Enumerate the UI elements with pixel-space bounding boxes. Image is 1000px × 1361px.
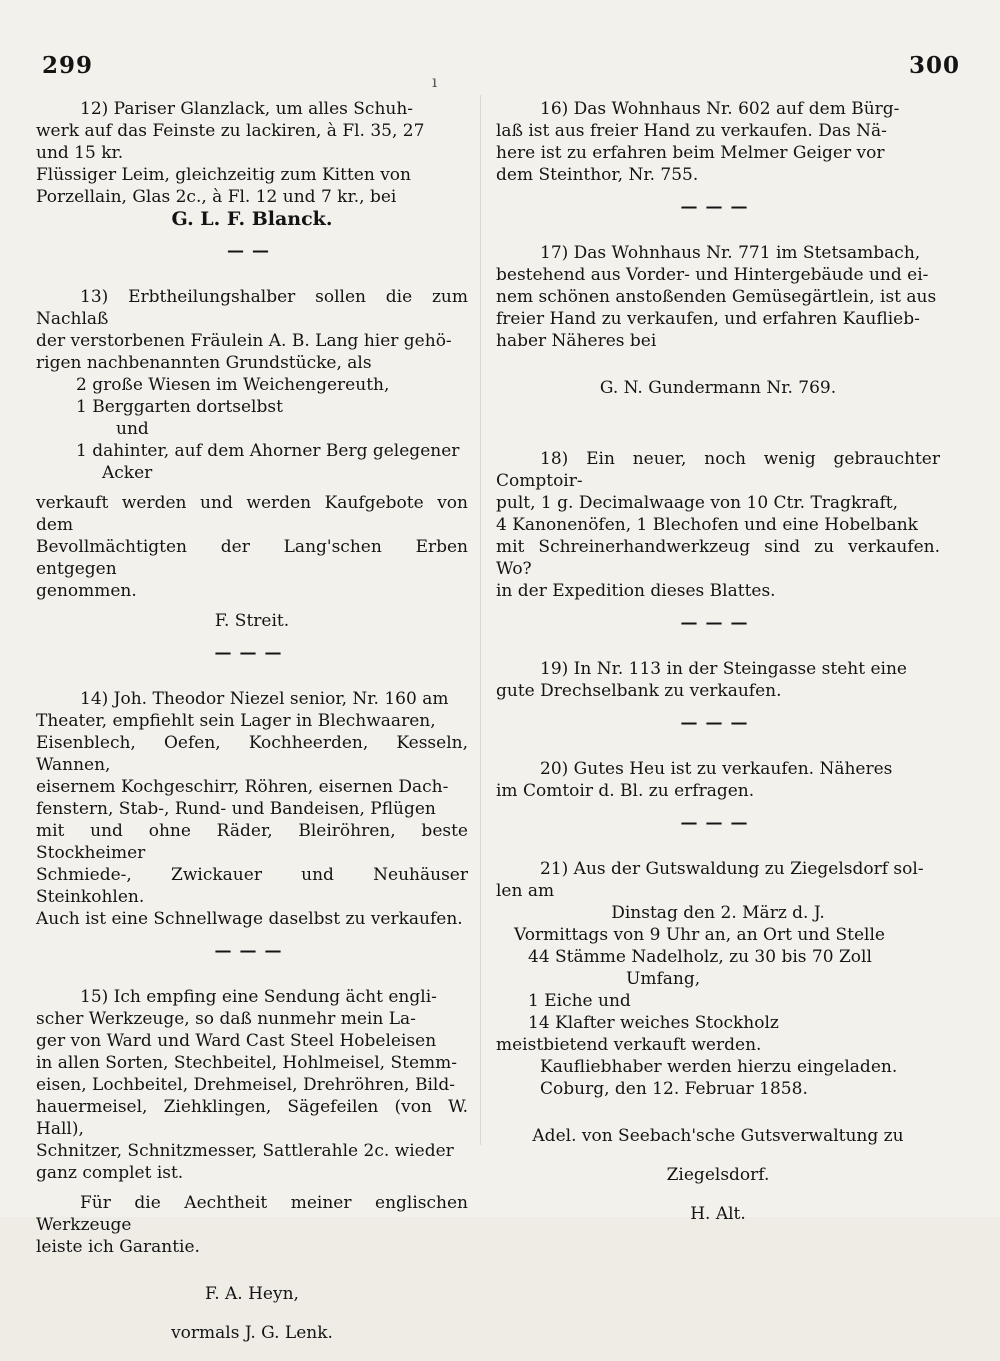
ad-17-line: freier Hand zu verkaufen, und erfahren Kauflieb- <box>496 309 920 329</box>
ad-15-line: ger von Ward und Ward Cast Steel Hobeleisen <box>36 1031 437 1051</box>
ad-21-signature: Ziegelsdorf. <box>666 1165 770 1185</box>
column-divider <box>480 95 481 1145</box>
ad-14-line: 14) Joh. Theodor Niezel senior, Nr. 160 am <box>80 689 449 709</box>
ad-13 <box>36 286 468 664</box>
separator: ——— <box>680 813 756 833</box>
ad-14 <box>36 688 468 962</box>
ad-21-signature: Adel. von Seebach'sche Gutsverwaltung zu <box>532 1126 904 1146</box>
ad-12-line: Porzellain, Glas 2c., à Fl. 12 und 7 kr., bei <box>36 187 397 207</box>
right-column <box>496 98 940 1242</box>
ad-18-line: mit Schreinerhandwerkzeug sind zu verkaufen. Wo? <box>496 537 940 579</box>
ad-13-item: und <box>116 419 149 439</box>
ad-13-line: rigen nachbenannten Grundstücke, als <box>36 353 372 373</box>
ad-13-line: der verstorbenen Fräulein A. B. Lang hier gehö- <box>36 331 452 351</box>
page-number-left: 299 <box>42 52 94 79</box>
ad-17-line: nem schönen anstoßenden Gemüsegärtlein, ist aus <box>496 287 937 307</box>
ad-12-line: Flüssiger Leim, gleichzeitig zum Kitten von <box>36 165 411 185</box>
ad-21-time: Vormittags von 9 Uhr an, an Ort und Stelle <box>514 925 885 945</box>
ad-16 <box>496 98 940 218</box>
ad-16-line: here ist zu erfahren beim Melmer Geiger vor <box>496 143 885 163</box>
ad-15-signature: vormals J. G. Lenk. <box>171 1323 333 1343</box>
ad-15-line: hauermeisel, Ziehklingen, Sägefeilen (von W. Hall), <box>36 1097 468 1139</box>
ad-21-line: 21) Aus der Gutswaldung zu Ziegelsdorf sol- <box>540 859 924 879</box>
separator: ——— <box>214 643 290 663</box>
ad-15-signature: F. A. Heyn, <box>205 1284 299 1304</box>
separator: ——— <box>680 713 756 733</box>
ad-21-line: len am <box>496 881 555 901</box>
ad-13-signature: F. Streit. <box>214 611 290 631</box>
spacer <box>36 484 468 492</box>
ad-20 <box>496 758 940 834</box>
ad-14-line: Auch ist eine Schnellwage daselbst zu verkaufen. <box>36 909 463 929</box>
ad-12 <box>36 98 468 262</box>
ad-21-signature: H. Alt. <box>690 1204 746 1224</box>
ad-15 <box>36 986 468 1344</box>
separator: —— <box>227 241 277 261</box>
ad-17 <box>496 242 940 448</box>
ad-17-line: bestehend aus Vorder- und Hintergebäude und ei- <box>496 265 929 285</box>
ad-15-guarantee: Für die Aechtheit meiner englischen Werkzeuge <box>36 1193 468 1235</box>
spacer <box>36 1258 468 1266</box>
ad-18-line: in der Expedition dieses Blattes. <box>496 581 776 601</box>
ad-12-line: werk auf das Feinste zu lackiren, à Fl. 35, 27 <box>36 121 425 141</box>
ad-13-item: 1 dahinter, auf dem Ahorner Berg gelegener Acker <box>76 441 460 483</box>
ad-15-line: 15) Ich empfing eine Sendung ächt engli- <box>80 987 437 1007</box>
ad-17-line: 17) Das Wohnhaus Nr. 771 im Stetsambach, <box>540 243 921 263</box>
ad-15-line: scher Werkzeuge, so daß nunmehr mein La- <box>36 1009 416 1029</box>
spacer <box>496 432 940 448</box>
ad-18 <box>496 448 940 634</box>
ad-13-item: 1 Berggarten dortselbst <box>76 397 283 417</box>
ad-18-line: 18) Ein neuer, noch wenig gebrauchter Comptoir- <box>496 449 940 491</box>
spacer <box>496 352 940 360</box>
ad-15-line: Schnitzer, Schnitzmesser, Sattlerahle 2c. wieder <box>36 1141 454 1161</box>
ad-14-line: Schmiede-, Zwickauer und Neuhäuser Steinkohlen. <box>36 865 468 907</box>
spacer <box>36 1184 468 1192</box>
ad-12-signature: G. L. F. Blanck. <box>171 208 333 230</box>
ad-21-item: 1 Eiche und <box>528 991 631 1011</box>
ad-14-line: eisernem Kochgeschirr, Röhren, eisernen Dach- <box>36 777 449 797</box>
ad-21-date: Dinstag den 2. März d. J. <box>611 903 825 923</box>
ad-17-line: haber Näheres bei <box>496 331 657 351</box>
ad-16-line: dem Steinthor, Nr. 755. <box>496 165 699 185</box>
ad-21-item: 14 Klafter weiches Stockholz <box>528 1013 779 1033</box>
ad-13-item: 2 große Wiesen im Weichengereuth, <box>76 375 390 395</box>
ad-14-line: Theater, empfiehlt sein Lager in Blechwaaren, <box>36 711 436 731</box>
ad-16-line: 16) Das Wohnhaus Nr. 602 auf dem Bürg- <box>540 99 900 119</box>
ad-15-line: in allen Sorten, Stechbeitel, Hohlmeisel, Stemm- <box>36 1053 458 1073</box>
center-mark: ı <box>432 72 438 91</box>
ad-16-line: laß ist aus freier Hand zu verkaufen. Das Nä- <box>496 121 887 141</box>
ad-21-item: Umfang, <box>626 969 701 989</box>
ad-18-line: 4 Kanonenöfen, 1 Blechofen und eine Hobelbank <box>496 515 918 535</box>
separator: ——— <box>680 197 756 217</box>
ad-13-line: Bevollmächtigten der Lang'schen Erben entgegen <box>36 537 468 579</box>
ad-19 <box>496 658 940 734</box>
ad-14-line: Eisenblech, Oefen, Kochheerden, Kesseln, Wannen, <box>36 733 468 775</box>
separator: ——— <box>680 613 756 633</box>
ad-17-signature: G. N. Gundermann Nr. 769. <box>599 378 837 398</box>
ad-21-item: 44 Stämme Nadelholz, zu 30 bis 70 Zoll <box>528 947 872 967</box>
ad-21 <box>496 858 940 1225</box>
ad-12-line: 12) Pariser Glanzlack, um alles Schuh- <box>80 99 414 119</box>
ad-21-line: Coburg, den 12. Februar 1858. <box>540 1079 808 1099</box>
ad-20-line: im Comtoir d. Bl. zu erfragen. <box>496 781 755 801</box>
ad-19-line: gute Drechselbank zu verkaufen. <box>496 681 782 701</box>
spacer <box>496 416 940 432</box>
ad-13-line: verkauft werden und werden Kaufgebote von dem <box>36 493 468 535</box>
ad-18-line: pult, 1 g. Decimalwaage von 10 Ctr. Tragkraft, <box>496 493 899 513</box>
ad-12-line: und 15 kr. <box>36 143 124 163</box>
ad-13-line: 13) Erbtheilungshalber sollen die zum Nachlaß <box>36 287 468 329</box>
ad-19-line: 19) In Nr. 113 in der Steingasse steht eine <box>540 659 907 679</box>
ad-20-line: 20) Gutes Heu ist zu verkaufen. Näheres <box>540 759 893 779</box>
ad-14-line: mit und ohne Räder, Bleiröhren, beste Stockheimer <box>36 821 468 863</box>
ad-14-line: fenstern, Stab-, Rund- und Bandeisen, Pflügen <box>36 799 436 819</box>
ad-21-line: Kaufliebhaber werden hierzu eingeladen. <box>540 1057 898 1077</box>
spacer <box>36 602 468 610</box>
page-number-right: 300 <box>908 52 960 79</box>
separator: ——— <box>214 941 290 961</box>
ad-15-line: eisen, Lochbeitel, Drehmeisel, Drehröhren, Bild- <box>36 1075 455 1095</box>
ad-15-line: ganz complet ist. <box>36 1163 184 1183</box>
left-column <box>36 98 468 1361</box>
ad-15-guarantee: leiste ich Garantie. <box>36 1237 200 1257</box>
spacer <box>496 1100 940 1108</box>
ad-13-line: genommen. <box>36 581 137 601</box>
ad-21-line: meistbietend verkauft werden. <box>496 1035 762 1055</box>
